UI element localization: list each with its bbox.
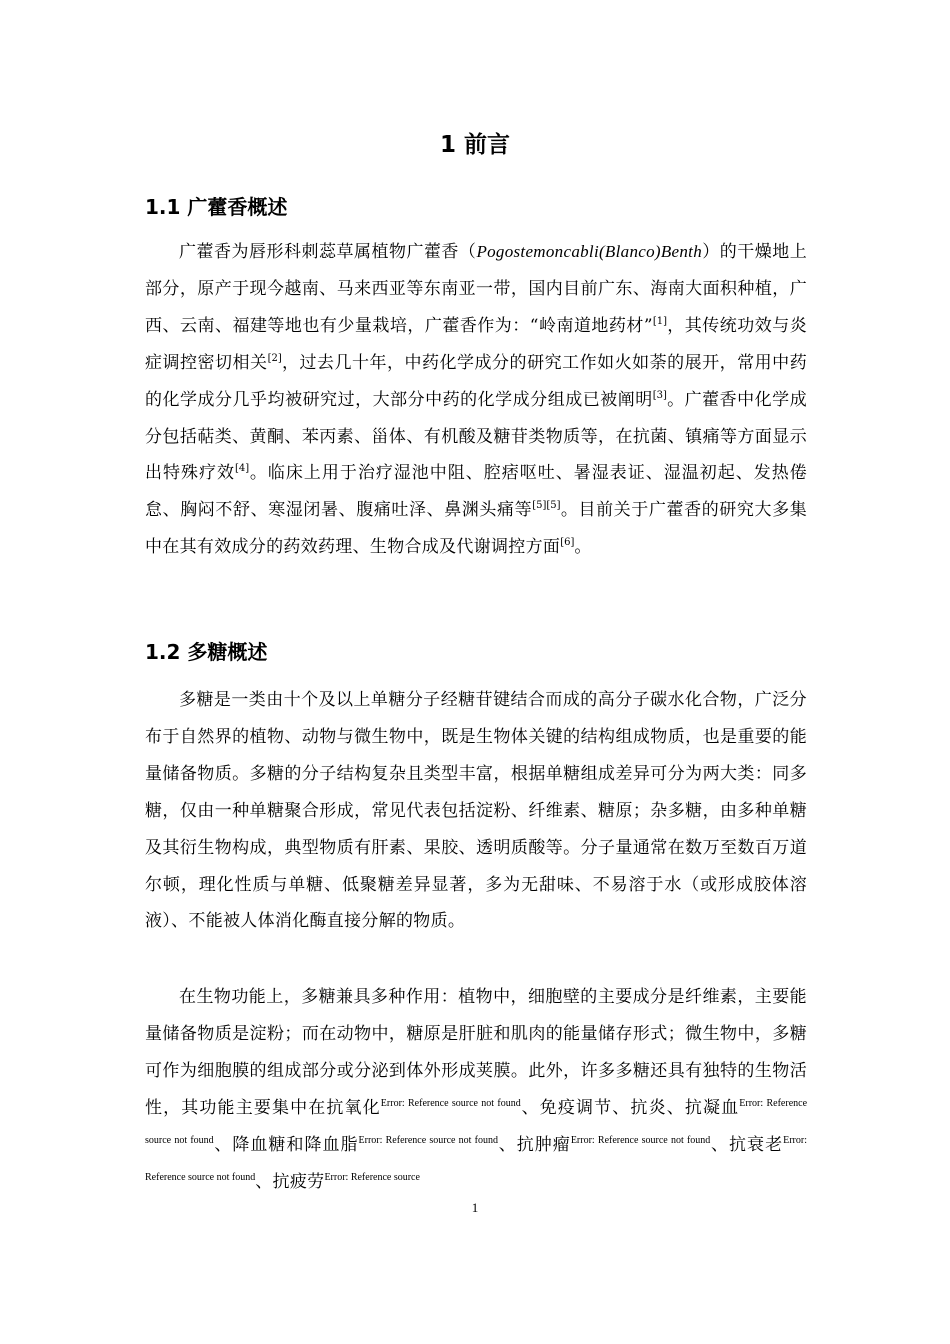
reference-error: Error: Reference source not found <box>358 1134 499 1146</box>
text-run: 、免疫调节、抗炎、抗凝血 <box>520 1097 740 1118</box>
citation-ref: [4] <box>234 463 250 475</box>
citation-ref: [6] <box>560 537 575 549</box>
text-run: 在生物功能上，多糖兼具多种作用：植物中，细胞壁的主要成分是纤维素，主要能量储备物质是淀粉；而在动物中，糖原是肝脏和肌肉的能量储存形式；微生物中，多糖可作为细胞膜的组成部分或分泌到体外形成荚膜。此外，许多多糖还具有独特的生物活性，其功能主要集中在抗氧化 <box>145 987 807 1118</box>
text-run: ，过去几十年，中药化学成分的研究工作如火如荼的展开，常用中药的化学成分几乎均被研究过，大部分中药的化学成分组成已被阐明 <box>145 352 807 410</box>
paragraph-pogostemon-overview <box>145 234 807 566</box>
citation-ref: [5][5] <box>532 500 561 512</box>
text-run: 广藿香为唇形科刺蕊草属植物广藿香（ <box>179 242 477 262</box>
page-number: 1 <box>471 1200 479 1215</box>
reference-error: Error: Reference source <box>324 1171 420 1183</box>
chapter-title: 1 前言 <box>439 132 510 158</box>
latin-species-name: Pogostemoncabli(Blanco)Benth <box>476 242 703 261</box>
text-run: 、抗肿瘤 <box>498 1134 571 1155</box>
text-run: 、降血糖和降血脂 <box>213 1134 359 1155</box>
citation-ref: [2] <box>267 352 282 364</box>
text-run: 。目前关于广藿香的研究大多集中在其有效成分的药效药理、生物合成及代谢调控方面 <box>145 500 807 558</box>
citation-ref: [1] <box>652 315 668 327</box>
reference-error: Error: Reference source not found <box>145 1134 807 1183</box>
text-run: 。 <box>574 537 592 558</box>
text-run: 。广藿香中化学成分包括萜类、黄酮、苯丙素、甾体、有机酸及糖苷类物质等，在抗菌、镇痛等方面显示出特殊疗效 <box>145 389 807 484</box>
reference-error: Error: Reference source not found <box>145 1097 808 1146</box>
reference-error: Error: Reference source not found <box>570 1134 711 1146</box>
section-heading-1-1: 1.1 广藿香概述 <box>145 195 288 219</box>
paragraph-polysaccharide-definition: 多糖是一类由十个及以上单糖分子经糖苷键结合而成的高分子碳水化合物，广泛分布于自然界的植物、动物与微生物中，既是生物体关键的结构组成物质，也是重要的能量储备物质。多糖的分子结构复杂且类型丰富，根据单糖组成差异可分为两大类：同多糖，仅由一种单糖聚合形成，常见代表包括淀粉、纤维素、糖原；杂多糖，由多种单糖及其衍生物构成，典型物质有肝素、果胶、透明质酸等。分子量通常在数万至数百万道尔顿，理化性质与单糖、低聚糖差异显著，多为无甜味、不易溶于水（或形成胶体溶液）、不能被人体消化酶直接分解的物质。 <box>145 690 807 932</box>
paragraph-polysaccharide-functions <box>145 979 807 1200</box>
section-heading-1-2: 1.2 多糖概述 <box>145 640 268 664</box>
text-run: 、抗疲劳 <box>255 1171 325 1192</box>
text-run: ，其传统功效与炎症调控密切相关 <box>145 315 807 373</box>
reference-error: Error: Reference source not found <box>380 1097 521 1109</box>
text-run: ）的干燥地上部分，原产于现今越南、马来西亚等东南亚一带，国内目前广东、海南大面积种植，广西、云南、福建等地也有少量栽培，广藿香作为：“岭南道地药材” <box>145 242 807 336</box>
text-run: 、抗衰老 <box>710 1134 784 1155</box>
text-run: 。临床上用于治疗湿池中阻、腔痞呕吐、暑湿表证、湿温初起、发热倦怠、胸闷不舒、寒湿闭暑、腹痛吐泽、鼻渊头痛等 <box>145 463 807 521</box>
citation-ref: [3] <box>652 389 667 401</box>
